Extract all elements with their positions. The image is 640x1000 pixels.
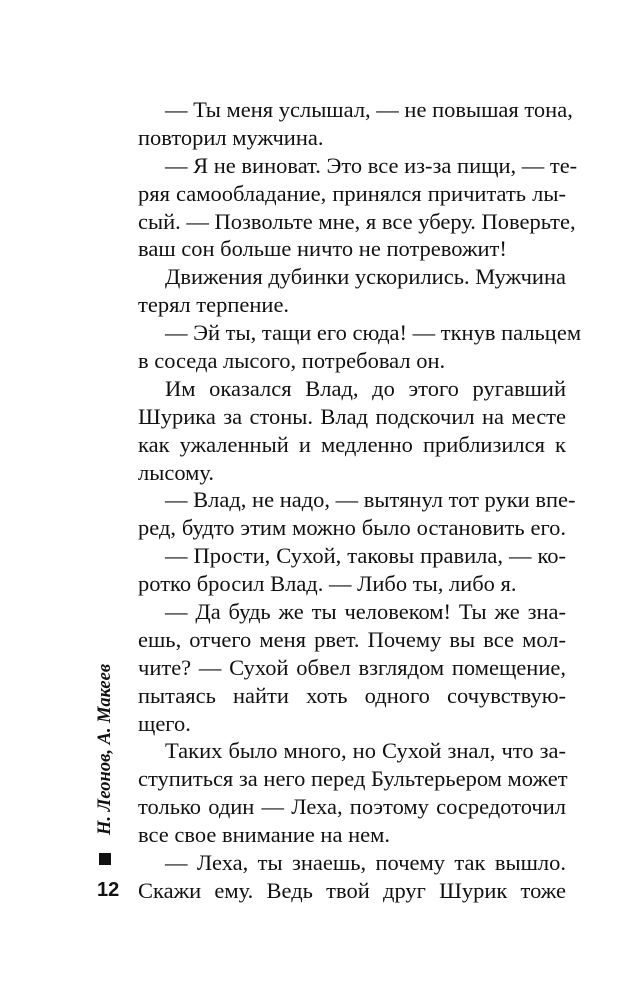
text-line: — Прости, Сухой, таковы правила, — ко- — [165, 543, 566, 569]
text-line: Шурика за стоны. Влад подскочил на месте — [138, 403, 566, 429]
text-line: повторил мужчина. — [138, 124, 324, 150]
page-number: 12 — [97, 879, 120, 901]
text-line: Им оказался Влад, до этого ругавший — [165, 375, 566, 401]
text-line: ступиться за него перед Бультерьером может — [138, 766, 568, 792]
text-line: — Я не виноват. Это все из-за пищи, — те- — [165, 152, 578, 178]
text-line: ряя самообладание, принялся причитать лы- — [138, 180, 566, 206]
text-line: в соседа лысого, потребовал он. — [138, 348, 446, 374]
body-text — [138, 96, 582, 905]
square-marker-icon — [99, 853, 111, 865]
text-line: ред, будто этим можно было остановить его. — [138, 515, 566, 541]
text-line: Движения дубинки ускорились. Мужчина — [165, 264, 566, 290]
text-line: щего. — [138, 710, 191, 736]
text-line: Таких было много, но Сухой знал, что за- — [165, 738, 566, 764]
text-line: чите? — Сухой обвел взглядом помещение, — [138, 654, 566, 680]
text-line: — Леха, ты знаешь, почему так вышло. — [165, 850, 566, 876]
text-line: — Влад, не надо, — вытянул тот руки впе- — [165, 487, 576, 513]
text-line: ваш сон больше ничто не потревожит! — [138, 236, 507, 262]
running-head-authors: Н. Леонов, А. Макеев — [95, 663, 115, 835]
text-line: ротко бросил Влад. — Либо ты, либо я. — [138, 571, 517, 597]
text-line: — Эй ты, тащи его сюда! — ткнув пальцем — [165, 320, 582, 346]
text-line: — Да будь же ты человеком! Ты же зна- — [165, 599, 566, 625]
text-line: Скажи ему. Ведь твой друг Шурик тоже — [138, 877, 566, 903]
text-line: пытаясь найти хоть одного сочувствую- — [138, 682, 566, 708]
text-line: сый. — Позвольте мне, я все уберу. Поверьте, — [138, 208, 576, 234]
text-line: только один — Леха, поэтому сосредоточил — [138, 794, 566, 820]
text-line: терял терпение. — [138, 292, 290, 318]
text-line: ешь, отчего меня рвет. Почему вы все мол- — [138, 626, 566, 652]
text-line: все свое внимание на нем. — [138, 822, 390, 848]
text-line: лысому. — [138, 459, 215, 485]
text-line: как ужаленный и медленно приблизился к — [138, 431, 566, 457]
text-line: — Ты меня услышал, — не повышая тона, — [165, 97, 573, 122]
